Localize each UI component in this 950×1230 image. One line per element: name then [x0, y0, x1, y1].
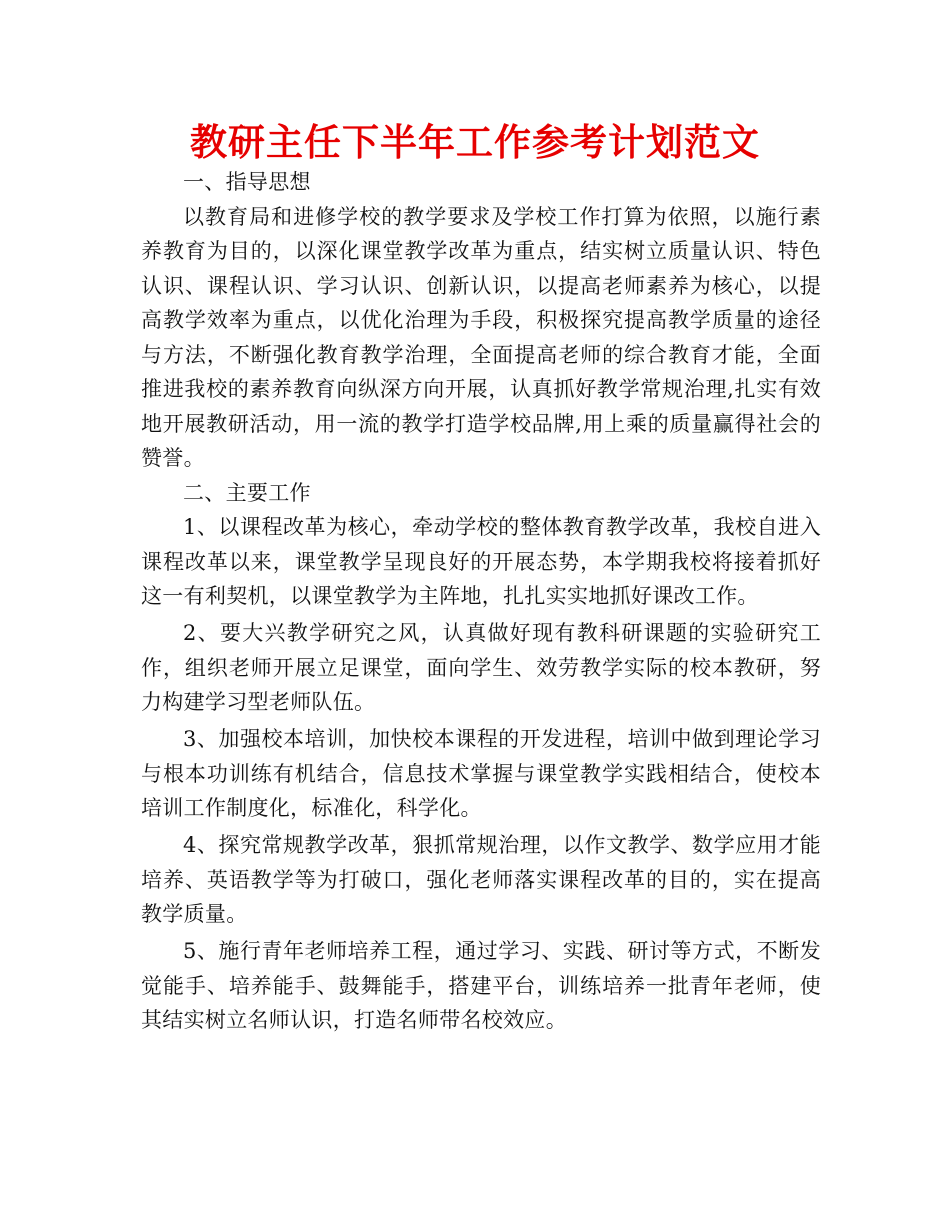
paragraph-item-2: 2、要大兴教学研究之风，认真做好现有教科研课题的实验研究工作，组织老师开展立足课堂，面向学生、效劳教学实际的校本教研，努力构建学习型老师队伍。 — [141, 621, 821, 714]
paragraph-item-4: 4、探究常规教学改革，狠抓常规治理，以作文教学、数学应用才能培养、英语教学等为打破口，强化老师落实课程改革的目的，实在提高教学质量。 — [141, 833, 821, 926]
paragraph-item-3: 3、加强校本培训，加快校本课程的开发进程，培训中做到理论学习与根本功训练有机结合，信息技术掌握与课堂教学实践相结合，使校本培训工作制度化，标准化，科学化。 — [141, 727, 821, 820]
paragraph-item-5: 5、施行青年老师培养工程，通过学习、实践、研讨等方式，不断发觉能手、培养能手、鼓舞能手，搭建平台，训练培养一批青年老师，使其结实树立名师认识，打造名师带名校效应。 — [141, 939, 821, 1032]
document-title: 教研主任下半年工作参考计划范文 — [190, 121, 760, 164]
section-heading-main-work: 二、主要工作 — [183, 480, 311, 505]
document-body — [141, 165, 821, 1038]
section-heading-guiding-ideology: 一、指导思想 — [183, 170, 311, 194]
paragraph-item-1: 1、以课程改革为核心，牵动学校的整体教育教学改革，我校自进入课程改革以来，课堂教学呈现良好的开展态势，本学期我校将接着抓好这一有利契机，以课堂教学为主阵地，扎扎实实地抓好课改工作。 — [141, 515, 821, 608]
paragraph-guiding-ideology: 以教育局和进修学校的教学要求及学校工作打算为依照，以施行素养教育为目的，以深化课堂教学改革为重点，结实树立质量认识、特色认识、课程认识、学习认识、创新认识，以提高老师素养为核心，以提高教学效率为重点，以优化治理为手段，积极探究提高教学质量的途径与方法，不断强化教育教学治理，全面提高老师的综合教育才能，全面推进我校的素养教育向纵深方向开展，认真抓好教学常规治理,扎实有效地开展教研活动，用一流的教学打造学校品牌,用上乘的质量赢得社会的赞誉。 — [141, 204, 821, 470]
